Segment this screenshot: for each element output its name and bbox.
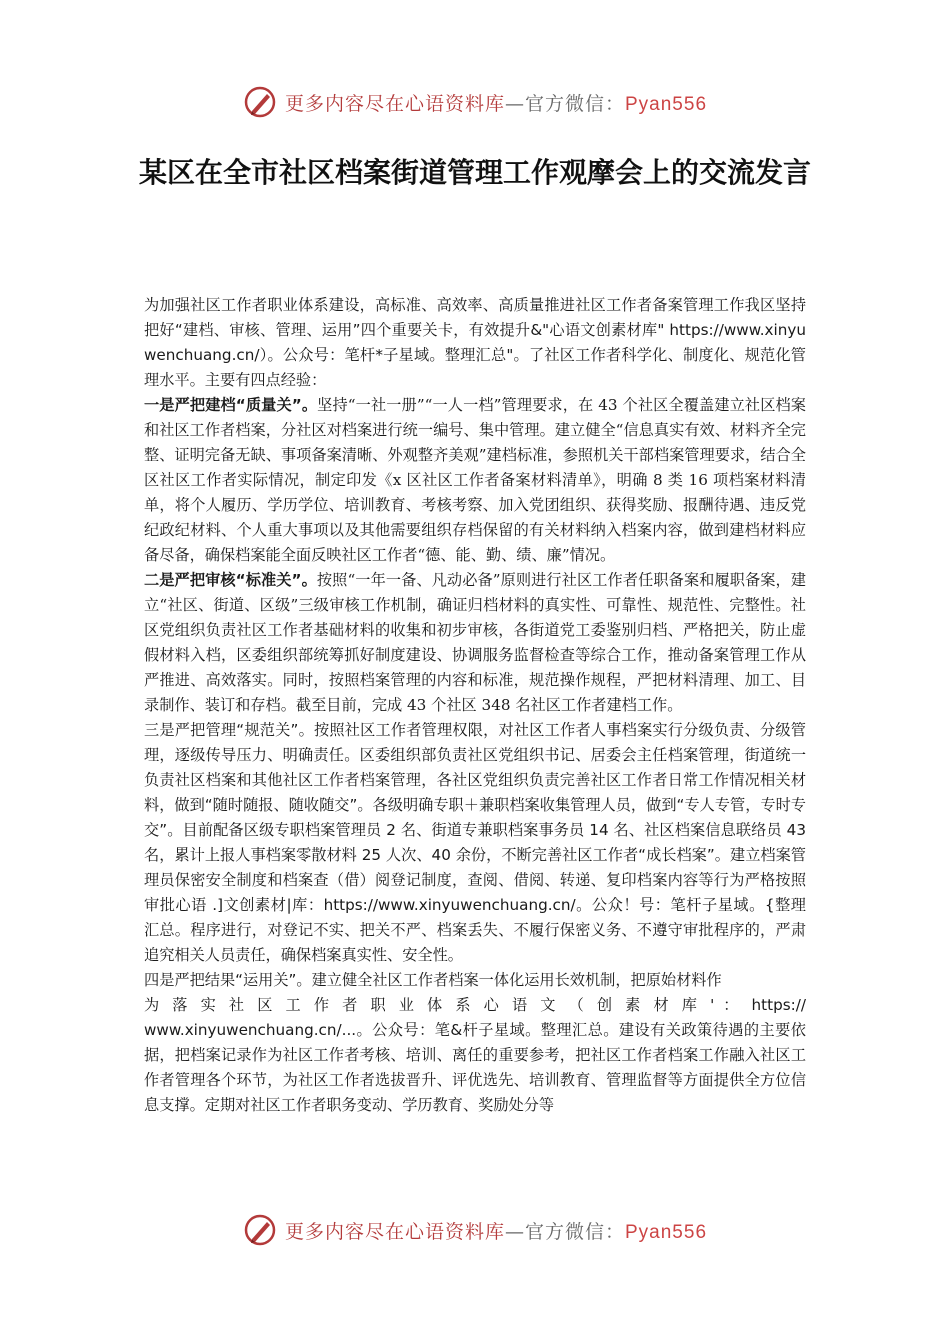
banner-text (285, 1217, 707, 1244)
paragraph-4-line-2: 为 落 实 社 区 工 作 者 职 业 体 系 心 语 文 （ 创 素 材 库 ' ： https:// (144, 996, 806, 1014)
header-banner (0, 82, 950, 122)
banner-separator: — (504, 1220, 525, 1243)
pen-logo-icon (243, 85, 277, 119)
banner-handle: Pyan556 (625, 93, 708, 115)
paragraph-4-rest: www.xinyuwenchuang.cn/...。公众号：笔&杆子星域。整理汇总。建设有关政策待遇的主要依据，把档案记录作为社区工作者考核、培训、离任的重要参考，把社区工作者档案工作融入社区工作者管理各个环节，为社区工作者选拔晋升、评优选先、培训教育、管理监督等方面提供全方位信息支撑。定期对社区工作者职务变动、学历教育、奖励处分等 (144, 1021, 806, 1114)
banner-separator: — (504, 92, 525, 115)
footer-banner (0, 1210, 950, 1250)
banner-text (285, 89, 707, 116)
paragraph-2-body: 按照“一年一备、凡动必备”原则进行社区工作者任职备案和履职备案，建立“社区、街道、区级”三级审核工作机制，确证归档材料的真实性、可靠性、规范性、完整性。社区党组织负责社区工作者基础材料的收集和初步审核，各街道党工委鉴别归档、严格把关，防止虚假材料入档，区委组织部统筹抓好制度建设、协调服务监督检查等综合工作，推动备案管理工作从严推进、高效落实。同时，按照档案管理的内容和标准，规范操作规程，严把材料清理、加工、目录制作、装订和存档。截至目前，完成 43 个社区 348 名社区工作者建档工作。 (144, 571, 807, 714)
paragraph-1 (144, 393, 806, 568)
banner-main-text: 更多内容尽在心语资料库 (284, 92, 505, 115)
paragraph-1-lead: 一是严把建档“质量关”。 (144, 396, 318, 414)
paragraph-2 (144, 568, 806, 718)
banner-official-label: 官方微信： (524, 1220, 625, 1243)
pen-logo-icon (243, 1213, 277, 1247)
paragraph-4-line-1: 四是严把结果“运用关”。建立健全社区工作者档案一体化运用长效机制，把原始材料作 (144, 971, 722, 989)
banner-official-label: 官方微信： (524, 92, 625, 115)
paragraph-1-body: 坚持“一社一册”“一人一档”管理要求，在 43 个社区全覆盖建立社区档案和社区工作者档案，分社区对档案进行统一编号、集中管理。建立健全“信息真实有效、材料齐全完整、证明完备无缺、事项备案清晰、外观整齐美观”建档标准，参照机关干部档案管理要求，结合全区社区工作者实际情况，制定印发《x 区社区工作者备案材料清单》，明确 8 类 16 项档案材料清单，将个人履历、学历学位、培训教育、考核考察、加入党团组织、获得奖励、报酬待遇、违反党纪政纪材料、个人重大事项以及其他需要组织存档保留的有关材料纳入档案内容，做到建档材料应备尽备，确保档案能全面反映社区工作者“德、能、勤、绩、廉”情况。 (144, 396, 806, 564)
banner-handle: Pyan556 (625, 1221, 708, 1243)
document-title: 某区在全市社区档案街道管理工作观摩会上的交流发言 (138, 156, 811, 189)
paragraph-2-lead: 二是严把审核“标准关”。 (144, 571, 317, 589)
intro-paragraph: 为加强社区工作者职业体系建设，高标准、高效率、高质量推进社区工作者备案管理工作我区坚持把好“建档、审核、管理、运用”四个重要关卡，有效提升&"心语文创素材库" https://www.xinyuwenchuang.cn/）。公众号：笔杆*子星域。整理汇总"。了社区工作者科学化、制度化、规范化管理水平。主要有四点经验： (144, 296, 806, 389)
banner-main-text: 更多内容尽在心语资料库 (284, 1220, 505, 1243)
paragraph-3: 三是严把管理“规范关”。按照社区工作者管理权限，对社区工作者人事档案实行分级负责、分级管理，逐级传导压力、明确责任。区委组织部负责社区党组织书记、居委会主任档案管理，街道统一负责社区档案和其他社区工作者档案管理，各社区党组织负责完善社区工作者日常工作情况相关材料，做到“随时随报、随收随交”。各级明确专职＋兼职档案收集管理人员，做到“专人专管，专时专交”。目前配备区级专职档案管理员 2 名、街道专兼职档案事务员 14 名、社区档案信息联络员 43 名，累计上报人事档案零散材料 25 人次、40 余份，不断完善社区工作者“成长档案”。建立档案管理员保密安全制度和档案查（借）阅登记制度，查阅、借阅、转递、复印档案内容等行为严格按照审批心语 .]文创素材|库：https://www.xinyuwenchuang.cn/。公众！号：笔杆子星域。{整理汇总。程序进行，对登记不实、把关不严、档案丢失、不履行保密义务、不遵守审批程序的，严肃追究相关人员责任，确保档案真实性、安全性。 (144, 721, 806, 964)
document-body (144, 293, 806, 1118)
